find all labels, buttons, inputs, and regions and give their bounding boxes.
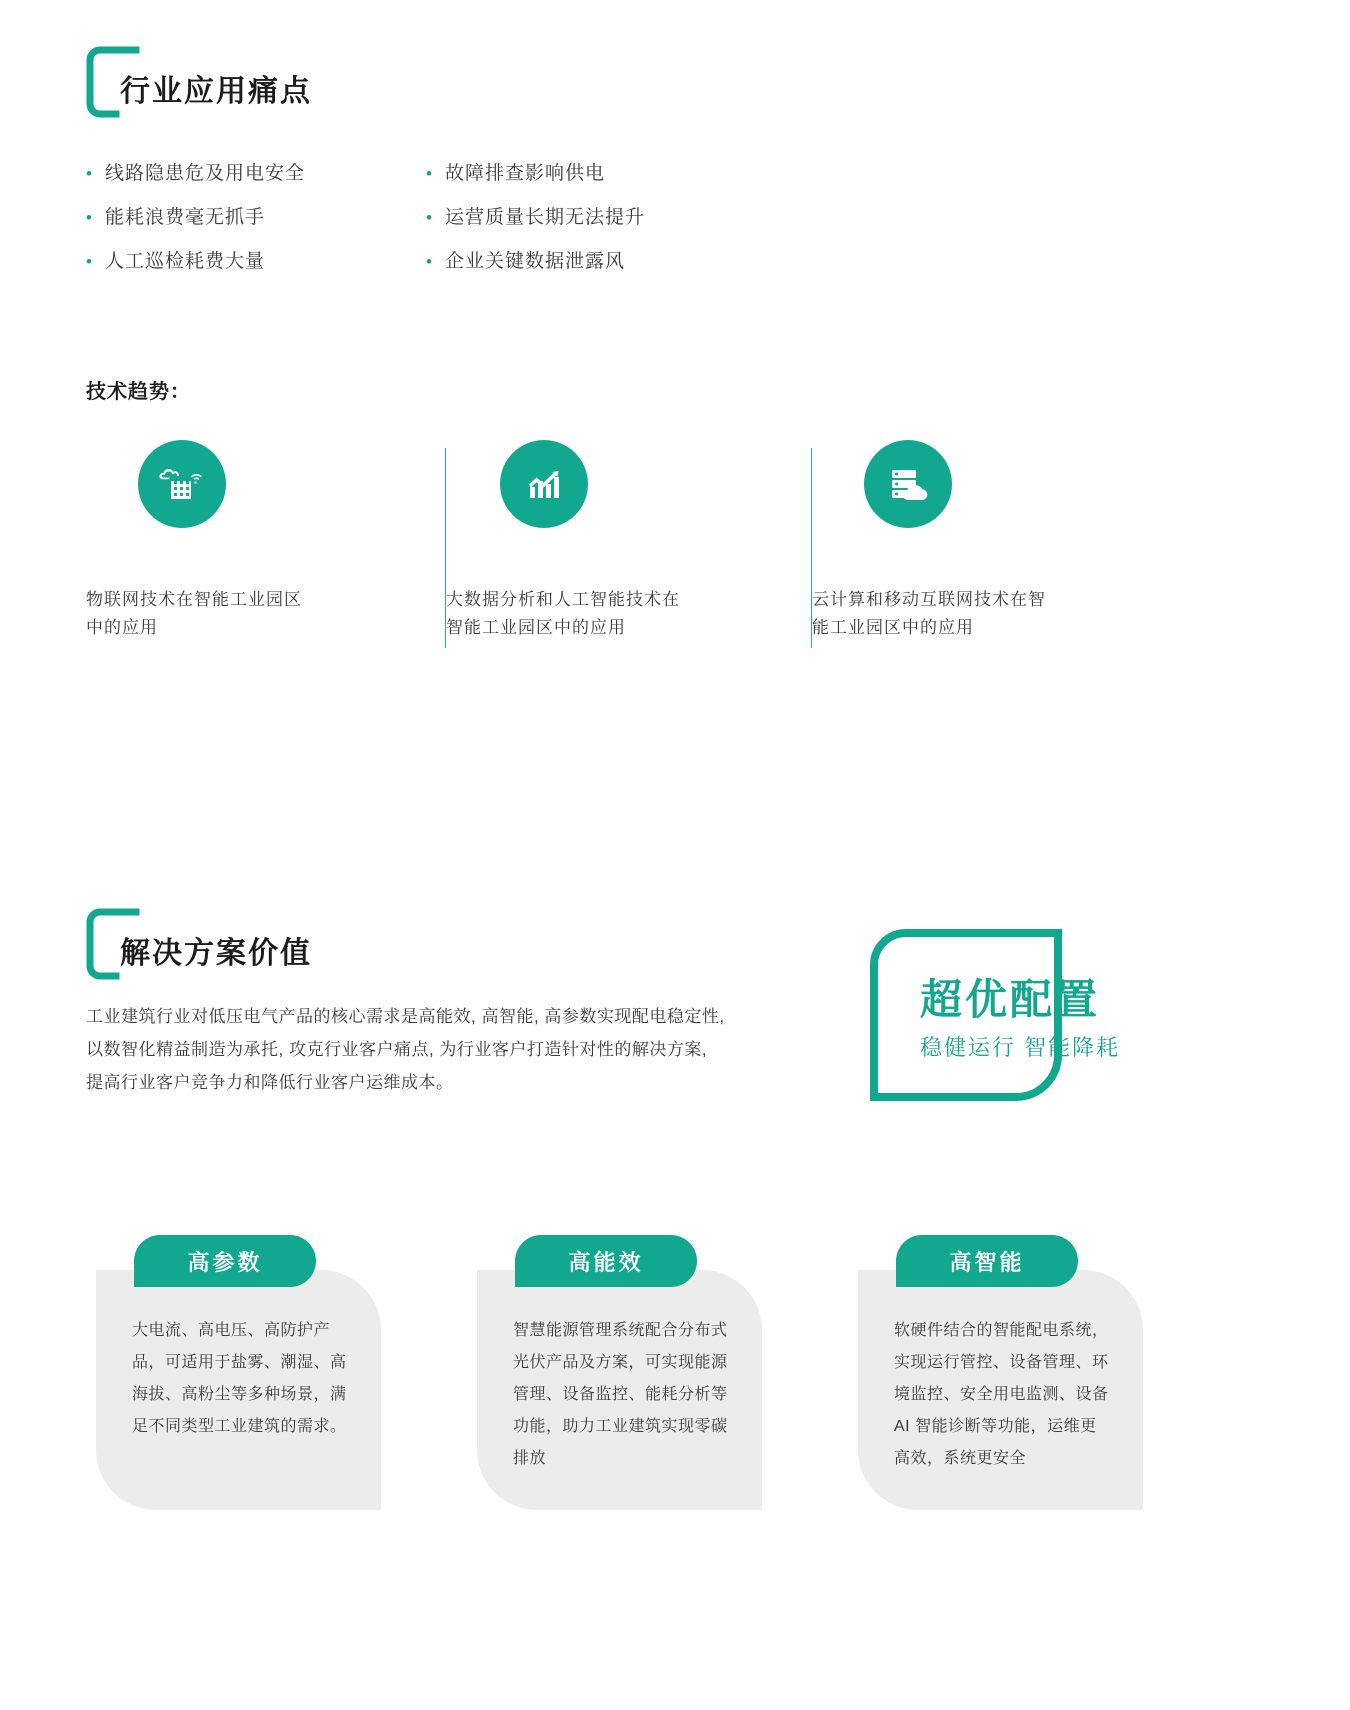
card-tab-label: 高智能	[896, 1235, 1078, 1287]
list-item	[86, 196, 426, 240]
tech-trend-label: 技术趋势：	[86, 381, 191, 403]
list-item	[86, 152, 426, 196]
pain-point-list	[86, 152, 886, 284]
value-card-list	[96, 1249, 1276, 1510]
bracket-icon	[86, 908, 142, 980]
value-card	[477, 1249, 762, 1510]
list-item-label: 故障排查影响供电	[444, 163, 605, 184]
card-body-text: 智慧能源管理系统配合分布式光伏产品及方案，可实现能源管理、设备监控、能耗分析等功能，助力工业建筑实现零碳排放	[513, 1322, 728, 1467]
spacer	[792, 1270, 828, 1510]
card-body-text: 软硬件结合的智能配电系统，实现运行管控、设备管理、环境监控、安全用电监测、设备 AI 智能诊断等功能，运维更高效，系统更安全	[894, 1322, 1109, 1467]
tech-trend-text: 物联网技术在智能工业园区中的应用	[86, 590, 302, 637]
list-item	[426, 196, 766, 240]
bullet-icon: •	[86, 164, 93, 183]
pain-column-right	[426, 152, 766, 284]
list-item	[426, 240, 766, 284]
bullet-icon: •	[86, 252, 93, 271]
section-heading-solution	[86, 908, 312, 980]
list-item-label: 企业关键数据泄露风	[444, 251, 625, 272]
tech-trend-text: 云计算和移动互联网技术在智能工业园区中的应用	[812, 590, 1046, 637]
page-title-solution: 解决方案价值	[120, 937, 312, 970]
card-tab-label: 高参数	[134, 1235, 316, 1287]
bullet-icon: •	[86, 208, 93, 227]
bullet-icon: •	[426, 208, 433, 227]
list-item	[426, 152, 766, 196]
tech-trend-item-3	[812, 440, 1184, 642]
list-item-label: 运营质量长期无法提升	[444, 207, 645, 228]
tech-trend-list	[86, 440, 1266, 642]
cloud-server-icon	[864, 440, 952, 528]
tech-trend-item-2	[446, 440, 818, 642]
pain-column-left	[86, 152, 426, 284]
list-item	[86, 240, 426, 284]
page-title-pain: 行业应用痛点	[120, 75, 312, 108]
bullet-icon: •	[426, 164, 433, 183]
solution-paragraph: 工业建筑行业对低压电气产品的核心需求是高能效, 高智能, 高参数实现配电稳定性, 以数智化精益制造为承托, 攻克行业客户痛点, 为行业客户打造针对性的解决方案, 提高行业客户竞争力和降低行业客户运维成本。	[86, 1007, 725, 1092]
bracket-icon	[86, 46, 142, 118]
status-badge	[920, 975, 1120, 1062]
tech-trend-item-1	[86, 440, 452, 642]
badge-sub-text: 稳健运行 智能降耗	[920, 1035, 1121, 1060]
tech-trend-text: 大数据分析和人工智能技术在智能工业园区中的应用	[446, 590, 680, 637]
value-card	[96, 1249, 381, 1510]
badge-main-text: 超优配置	[920, 976, 1101, 1023]
card-body-text: 大电流、高电压、高防护产品，可适用于盐雾、潮湿、高海拔、高粉尘等多种场景，满足不同类型工业建筑的需求。	[132, 1322, 347, 1435]
card-tab-label: 高能效	[515, 1235, 697, 1287]
iot-factory-icon	[138, 440, 226, 528]
bullet-icon: •	[426, 252, 433, 271]
list-item-label: 能耗浪费毫无抓手	[104, 207, 265, 228]
spacer	[411, 1270, 447, 1510]
value-card	[858, 1249, 1143, 1510]
list-item-label: 线路隐患危及用电安全	[104, 163, 305, 184]
bar-chart-trend-icon	[500, 440, 588, 528]
list-item-label: 人工巡检耗费大量	[104, 251, 265, 272]
section-heading-pain	[86, 46, 312, 118]
